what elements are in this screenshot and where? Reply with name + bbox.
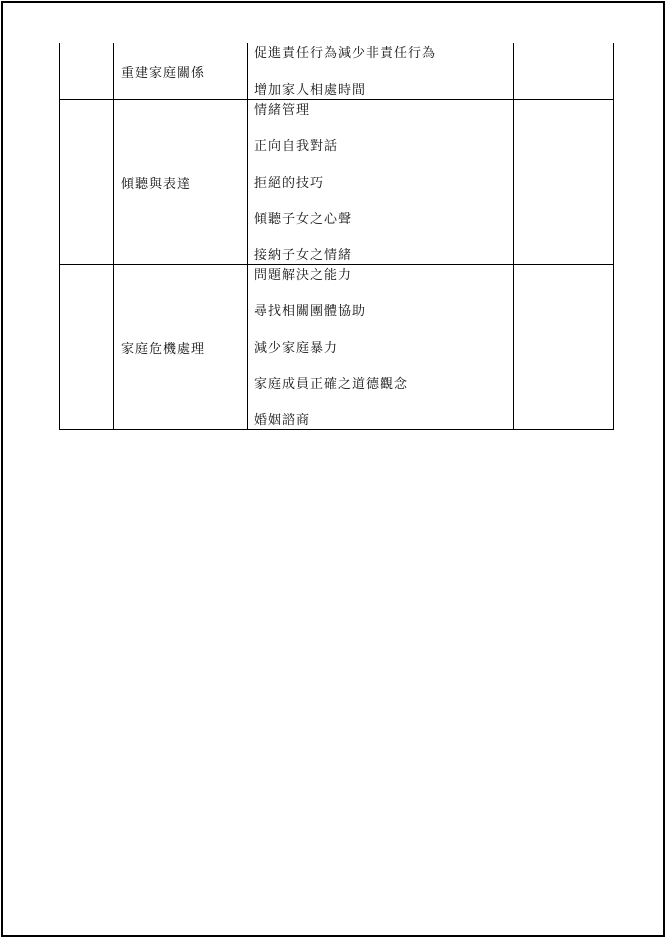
blank-cell xyxy=(514,43,614,100)
list-item: 尋找相關團體協助 xyxy=(254,304,367,320)
table-row xyxy=(60,100,614,265)
topic-label: 重建家庭關係 xyxy=(121,65,206,81)
blank-cell xyxy=(514,265,614,430)
blank-cell xyxy=(60,265,114,430)
list-item: 接納子女之情緒 xyxy=(254,248,353,263)
course-table xyxy=(59,43,614,430)
topic-cell xyxy=(114,100,248,265)
table-row xyxy=(60,43,614,100)
topic-label: 傾聽與表達 xyxy=(121,176,192,192)
course-table-container xyxy=(59,43,599,429)
items-cell xyxy=(248,265,514,430)
blank-cell xyxy=(514,100,614,265)
list-item: 正向自我對話 xyxy=(254,139,339,155)
list-item: 傾聽子女之心聲 xyxy=(254,211,353,227)
list-item: 增加家人相處時間 xyxy=(254,83,367,98)
topic-cell xyxy=(114,265,248,430)
item-list xyxy=(254,101,513,263)
item-list xyxy=(254,266,513,428)
list-item: 家庭成員正確之道德觀念 xyxy=(254,376,409,392)
blank-cell xyxy=(60,100,114,265)
blank-cell xyxy=(60,43,114,100)
topic-label: 家庭危機處理 xyxy=(121,341,206,357)
list-item: 拒絕的技巧 xyxy=(254,175,325,191)
topic-cell xyxy=(114,43,248,100)
list-item: 婚姻諮商 xyxy=(254,413,311,428)
items-cell xyxy=(248,43,514,100)
list-item: 促進責任行為減少非責任行為 xyxy=(254,46,437,61)
item-list xyxy=(254,44,513,98)
list-item: 減少家庭暴力 xyxy=(254,340,339,356)
list-item: 問題解決之能力 xyxy=(254,268,353,283)
table-row xyxy=(60,265,614,430)
list-item: 情緒管理 xyxy=(254,103,311,118)
items-cell xyxy=(248,100,514,265)
